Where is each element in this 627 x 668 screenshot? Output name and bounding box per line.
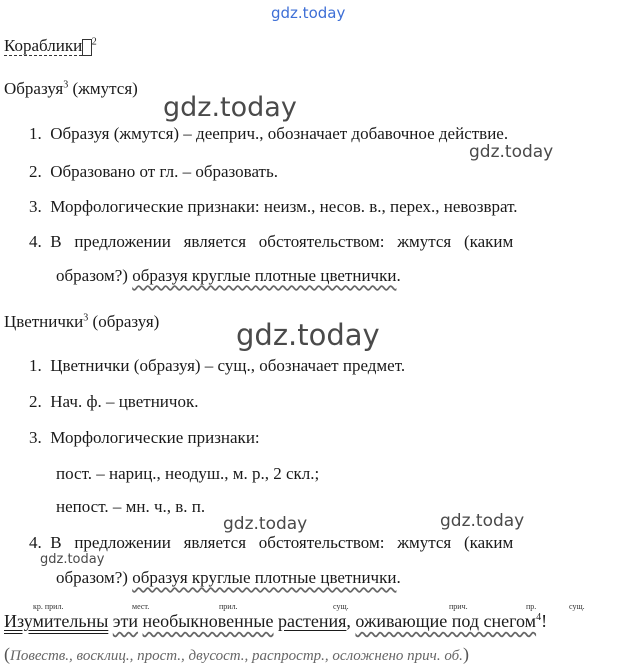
section1-item-4-cont [56,266,401,286]
section2-item-1 [29,356,405,376]
watermark-top: gdz.today [271,4,346,22]
title-word: Кораблики [4,36,83,55]
item-number: 1. [29,356,42,375]
item4-phrase: образуя круглые плотные цветнички [132,568,397,587]
sentence-sup: 4 [536,612,542,623]
section1-heading-rest: (жмутся) [72,79,138,98]
annotation-pronoun: мест. [132,602,150,611]
item-text: Морфологические признаки: [50,428,260,447]
sentence-analysis [4,644,469,665]
watermark-4: gdz.today [223,514,308,534]
item-number: 1. [29,124,42,143]
item-text: В предложении является обстоятельством: жмутся (каким [50,232,514,251]
annotation-short-adj: кр. прил. [33,602,64,611]
section1-item-1 [29,124,508,144]
annotation-participle: прич. [449,602,468,611]
sentence-comma: , [346,611,351,631]
section1-item-2 [29,162,278,182]
sentence-participial-phrase: оживающие под снегом [355,611,537,631]
title-ending-box [82,39,92,56]
annotation-preposition: пр. [526,602,537,611]
item4-pre: образом?) [56,568,128,587]
annotation-adj: прил. [219,602,238,611]
section1-heading [4,79,138,99]
section2-heading-rest: (образуя) [92,312,160,331]
item-text: Нач. ф. – цветничок. [50,392,199,411]
annotation-noun: сущ. [333,602,349,611]
parsed-sentence [4,611,547,632]
watermark-5: gdz.today [440,511,525,531]
sentence-end: ! [541,611,548,631]
item-text: В предложении является обстоятельством: жмутся (каким [50,533,514,552]
section1-item-4 [29,232,513,252]
section2-constant-features: пост. – нариц., неодуш., м. р., 2 скл.; [56,464,320,483]
sentence-adjective: необыкновенные [142,611,274,631]
section2-heading [4,312,159,332]
item-number: 4. [29,232,42,251]
item-text: Цветнички (образуя) – сущ., обозначает предмет. [50,356,406,375]
watermark-6: gdz.today [40,552,105,567]
item-number: 3. [29,428,42,447]
item-text: Образовано от гл. – образовать. [50,162,278,181]
section2-heading-sup: 3 [83,312,89,324]
item-number: 4. [29,533,42,552]
watermark-2: gdz.today [469,142,554,162]
watermark-3: gdz.today [236,318,380,352]
section2-item-4-cont [56,568,401,588]
item-text: Морфологические признаки: неизм., несов. в., перех., невозврат. [50,197,518,216]
analysis-close: ) [462,644,469,664]
section2-item-2 [29,392,198,412]
sentence-pronoun: эти [112,611,139,631]
item-number: 2. [29,392,42,411]
item4-pre: образом?) [56,266,128,285]
word-title [4,36,97,56]
analysis-open: ( [4,644,10,664]
section2-heading-word: Цветнички [4,312,84,331]
analysis-text: Повеств., восклиц., прост., двусост., распростр., осложнено прич. об. [10,648,463,664]
item4-post: . [396,568,401,587]
section1-heading-word: Образуя [4,79,64,98]
watermark-1: gdz.today [163,92,297,123]
annotation-noun-2: сущ. [569,602,585,611]
title-sup: 2 [91,36,97,48]
section1-item-3 [29,197,518,217]
item-number: 2. [29,162,42,181]
item-number: 3. [29,197,42,216]
section1-heading-sup: 3 [63,79,69,91]
item4-post: . [396,266,401,285]
item-text: Образуя (жмутся) – дееприч., обозначает добавочное действие. [50,124,509,143]
sentence-predicate: Изумительны [4,611,109,631]
section2-nonconstant-features: непост. – мн. ч., в. п. [56,497,206,516]
item4-phrase: образуя круглые плотные цветнички [132,266,397,285]
section2-item-3 [29,428,260,448]
sentence-subject: растения [278,611,347,631]
section2-item-4 [29,533,513,553]
